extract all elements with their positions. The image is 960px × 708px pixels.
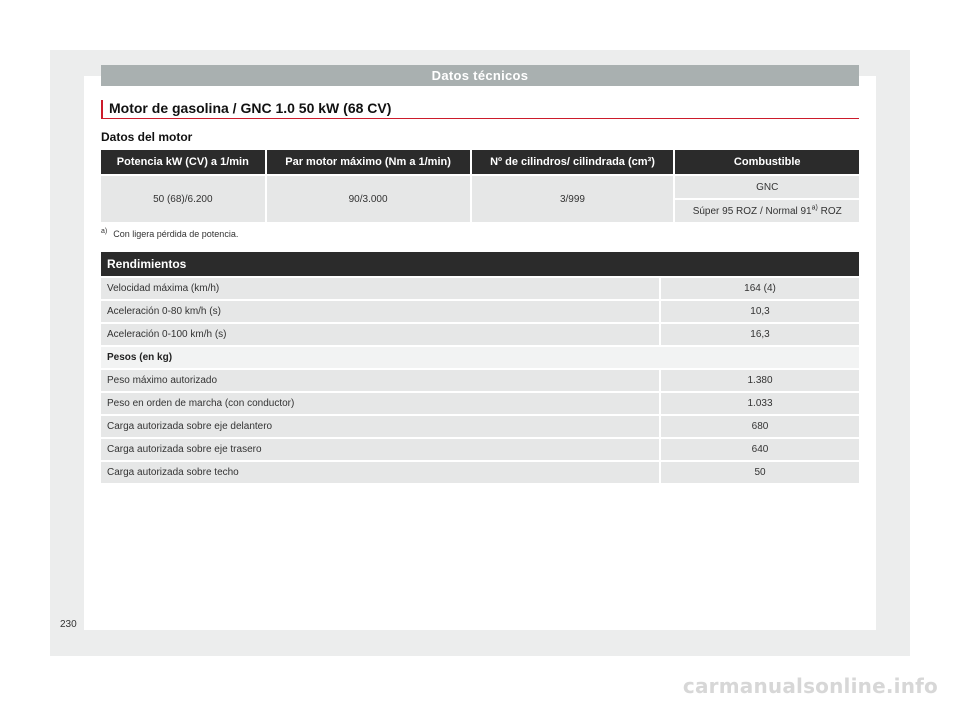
fuel-petrol-suffix: ROZ [817, 205, 842, 217]
table-row [101, 416, 859, 437]
weights-group-header: Pesos (en kg) [101, 347, 859, 368]
row-value: 16,3 [661, 324, 859, 345]
row-value: 50 [661, 462, 859, 483]
table-row [101, 176, 859, 198]
footnote-reference: a) [811, 204, 818, 212]
row-value: 1.380 [661, 370, 859, 391]
row-value: 10,3 [661, 301, 859, 322]
row-label: Velocidad máxima (km/h) [101, 278, 659, 299]
performance-header: Rendimientos [101, 252, 859, 276]
table-row [101, 301, 859, 322]
footnote [101, 229, 238, 239]
column-header-fuel: Combustible [675, 150, 859, 174]
watermark: carmanualsonline.info [682, 674, 938, 698]
engine-data-table [99, 148, 861, 224]
column-header-torque: Par motor máximo (Nm a 1/min) [267, 150, 470, 174]
table-header-row [101, 150, 859, 174]
table-row [101, 370, 859, 391]
row-label: Aceleración 0-80 km/h (s) [101, 301, 659, 322]
engine-data-heading: Datos del motor [101, 130, 193, 144]
footnote-mark: a) [101, 228, 108, 235]
fuel-petrol-text: Súper 95 ROZ / Normal 91 [692, 205, 812, 217]
page-title: Motor de gasolina / GNC 1.0 50 kW (68 CV) [101, 100, 859, 119]
table-row [101, 462, 859, 483]
table-header-row [101, 252, 859, 276]
row-label: Aceleración 0-100 km/h (s) [101, 324, 659, 345]
page-number: 230 [60, 619, 77, 630]
table-row [101, 278, 859, 299]
fuel-cell-gnc: GNC [675, 176, 859, 198]
row-label: Peso en orden de marcha (con conductor) [101, 393, 659, 414]
table-row [101, 439, 859, 460]
section-header: Datos técnicos [101, 65, 859, 86]
table-row [101, 347, 859, 368]
column-header-power: Potencia kW (CV) a 1/min [101, 150, 265, 174]
column-header-cylinders: Nº de cilindros/ cilindrada (cm³) [472, 150, 674, 174]
table-row [101, 393, 859, 414]
power-cell: 50 (68)/6.200 [101, 176, 265, 222]
torque-cell: 90/3.000 [267, 176, 470, 222]
performance-table [99, 250, 861, 485]
row-value: 164 (4) [661, 278, 859, 299]
row-label: Carga autorizada sobre techo [101, 462, 659, 483]
row-value: 1.033 [661, 393, 859, 414]
row-value: 680 [661, 416, 859, 437]
fuel-cell-petrol [675, 200, 859, 222]
row-value: 640 [661, 439, 859, 460]
cylinders-cell: 3/999 [472, 176, 674, 222]
row-label: Carga autorizada sobre eje delantero [101, 416, 659, 437]
row-label: Carga autorizada sobre eje trasero [101, 439, 659, 460]
table-row [101, 324, 859, 345]
footnote-text: Con ligera pérdida de potencia. [113, 229, 239, 239]
row-label: Peso máximo autorizado [101, 370, 659, 391]
